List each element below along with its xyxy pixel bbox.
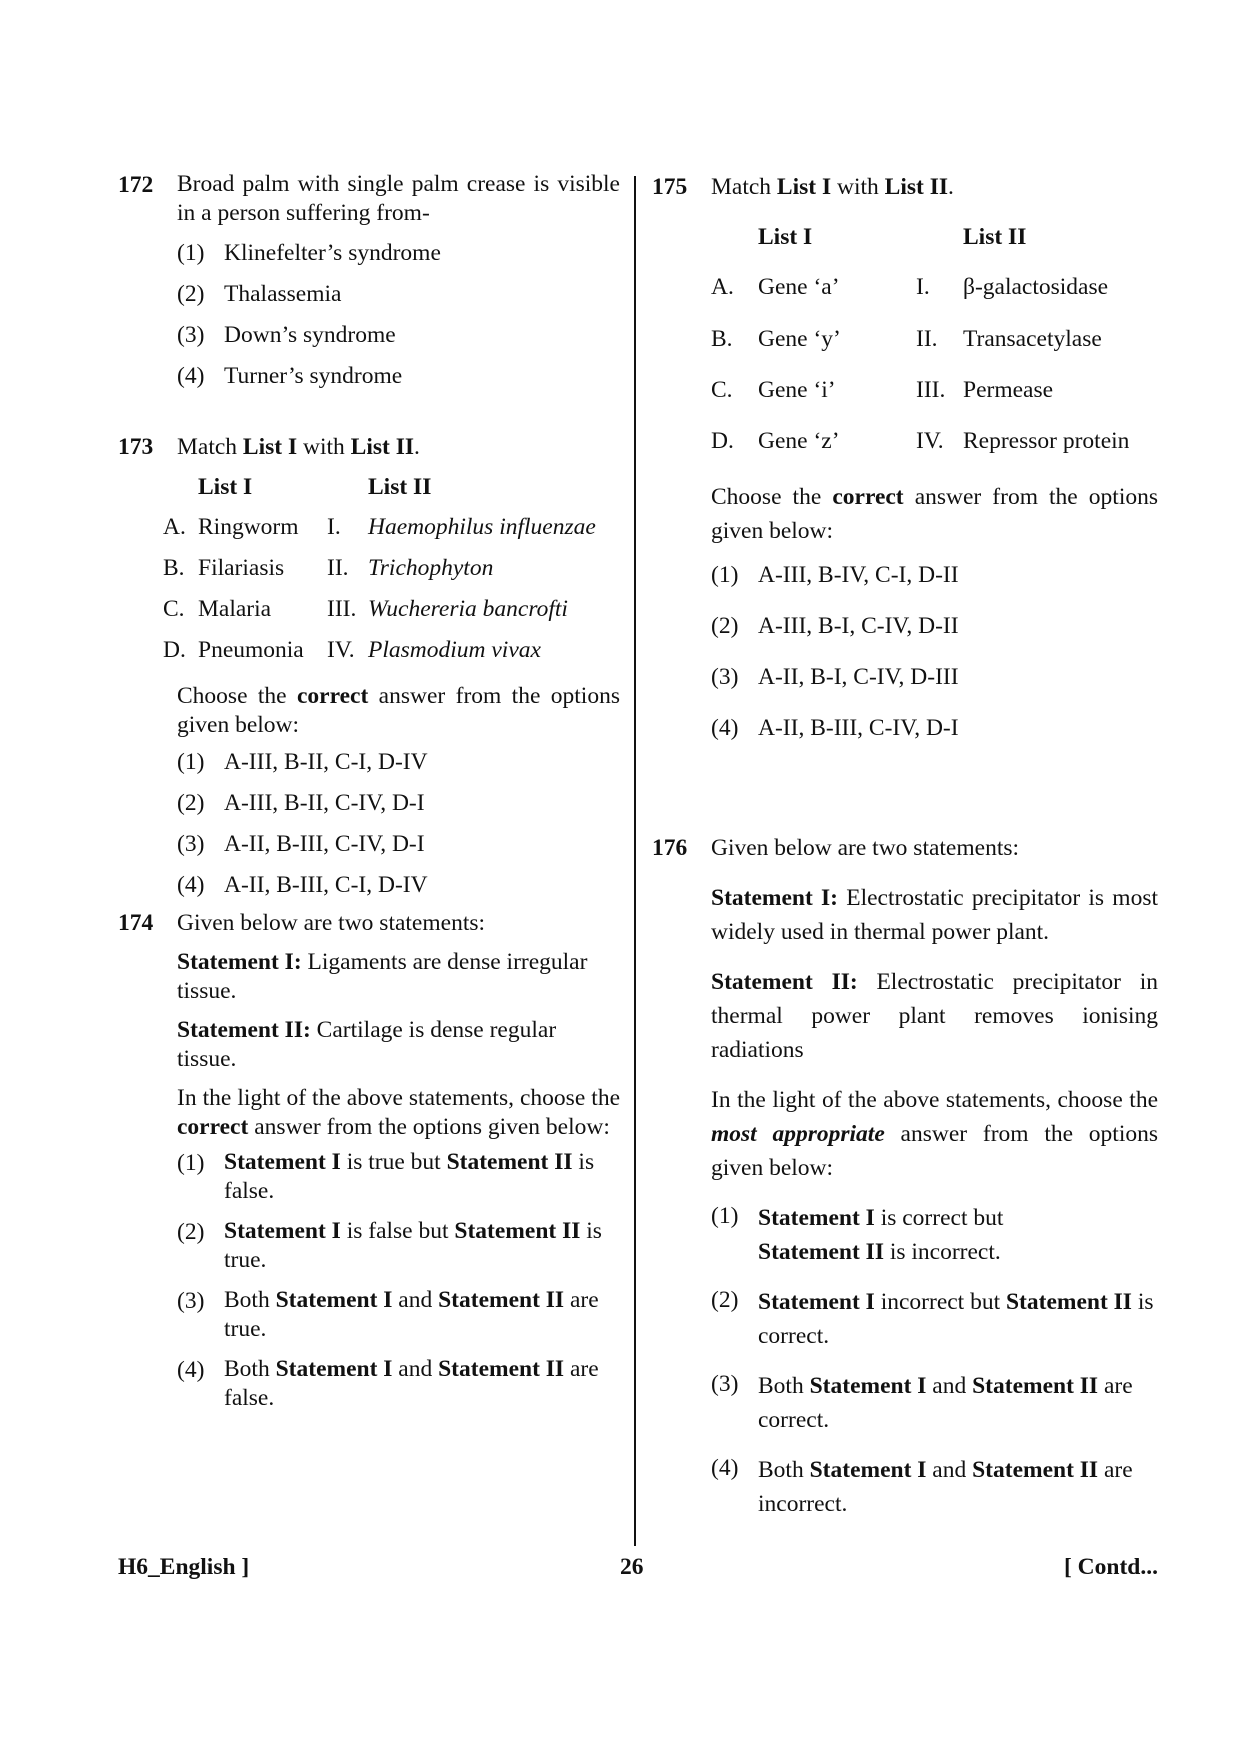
option[interactable]: (2) A-III, B-II, C-IV, D-I	[177, 790, 425, 816]
question-number: 173	[118, 434, 154, 460]
option[interactable]: (3) A-II, B-I, C-IV, D-III	[711, 664, 959, 690]
option[interactable]: (3) Down’s syndrome	[177, 322, 396, 348]
instruction-text: Choose the correct answer from the options given below:	[711, 484, 1158, 544]
match-row: B. Gene ‘y’ II. Transacetylase	[711, 326, 1102, 352]
question-number: 175	[652, 174, 688, 200]
statement-1: Statement I: Electrostatic precipitator is most widely used in thermal power plant.	[711, 885, 1158, 945]
statement-1: Statement I: Ligaments are dense irregular tissue.	[177, 949, 588, 1004]
option[interactable]: (1) Statement I is correct but Statement II is incorrect.	[711, 1203, 1004, 1265]
option[interactable]: (1) Klinefelter’s syndrome	[177, 240, 441, 266]
option[interactable]: (3) A-II, B-III, C-IV, D-I	[177, 831, 425, 857]
question-172	[118, 170, 620, 402]
question-intro: Given below are two statements:	[177, 910, 486, 936]
question-text: Match List I with List II.	[177, 434, 420, 460]
option[interactable]: (1) A-III, B-II, C-I, D-IV	[177, 749, 428, 775]
match-row: D. Gene ‘z’ IV. Repressor protein	[711, 428, 1130, 454]
option[interactable]: (2) A-III, B-I, C-IV, D-II	[711, 613, 959, 639]
option[interactable]: (2) Statement I incorrect but Statement II is correct.	[711, 1287, 1154, 1349]
option[interactable]: (1) A-III, B-IV, C-I, D-II	[711, 562, 959, 588]
option[interactable]: (2) Statement I is false but Statement II is true.	[177, 1218, 602, 1273]
match-row: A. Ringworm I. Haemophilus influenzae	[163, 514, 596, 540]
option[interactable]: (1) Statement I is true but Statement II is false.	[177, 1149, 595, 1204]
option[interactable]: (4) Both Statement I and Statement II are incorrect.	[711, 1455, 1133, 1517]
option[interactable]: (2) Thalassemia	[177, 281, 342, 307]
statement-2: Statement II: Cartilage is dense regular tissue.	[177, 1017, 557, 1072]
continued-label: [ Contd...	[1063, 1554, 1158, 1580]
match-row: C. Malaria III. Wuchereria bancrofti	[163, 596, 568, 622]
column-divider	[634, 176, 636, 1546]
match-row: B. Filariasis II. Trichophyton	[163, 555, 494, 581]
question-175	[652, 172, 1158, 764]
instruction-text: In the light of the above statements, choose the correct answer from the options given below:	[177, 1085, 620, 1140]
question-176	[652, 833, 1158, 1521]
question-number: 174	[118, 910, 154, 936]
question-intro: Given below are two statements:	[711, 835, 1020, 861]
option[interactable]: (4) Both Statement I and Statement II are false.	[177, 1356, 599, 1411]
statement-2: Statement II: Electrostatic precipitator in thermal power plant removes ionising radiations	[711, 969, 1159, 1063]
page-footer	[118, 1552, 1158, 1588]
match-row: A. Gene ‘a’ I. β-galactosidase	[711, 274, 1109, 300]
match-table	[711, 222, 1158, 474]
question-text: Match List I with List II.	[711, 174, 954, 200]
match-row: D. Pneumonia IV. Plasmodium vivax	[163, 637, 541, 663]
match-table-header: List I List II	[758, 224, 1027, 250]
option[interactable]: (3) Both Statement I and Statement II are true.	[177, 1287, 599, 1342]
option[interactable]: (4) A-II, B-III, C-I, D-IV	[177, 872, 428, 898]
match-table-header: List I List II	[198, 474, 432, 500]
question-text: Broad palm with single palm crease is visible in a person suffering from-	[177, 171, 620, 226]
page-number: 26	[620, 1554, 644, 1580]
question-174	[118, 908, 620, 1413]
question-173	[118, 432, 620, 911]
option[interactable]: (4) Turner’s syndrome	[177, 363, 403, 389]
option[interactable]: (3) Both Statement I and Statement II are correct.	[711, 1371, 1133, 1433]
match-row: C. Gene ‘i’ III. Permease	[711, 377, 1054, 403]
match-table	[163, 472, 620, 676]
question-number: 176	[652, 835, 688, 861]
question-number: 172	[118, 172, 154, 198]
instruction-text: Choose the correct answer from the options given below:	[177, 683, 620, 738]
option[interactable]: (4) A-II, B-III, C-IV, D-I	[711, 715, 959, 741]
instruction-text: In the light of the above statements, choose the most appropriate answer from the options given below:	[711, 1087, 1158, 1181]
paper-code: H6_English ]	[118, 1554, 250, 1580]
